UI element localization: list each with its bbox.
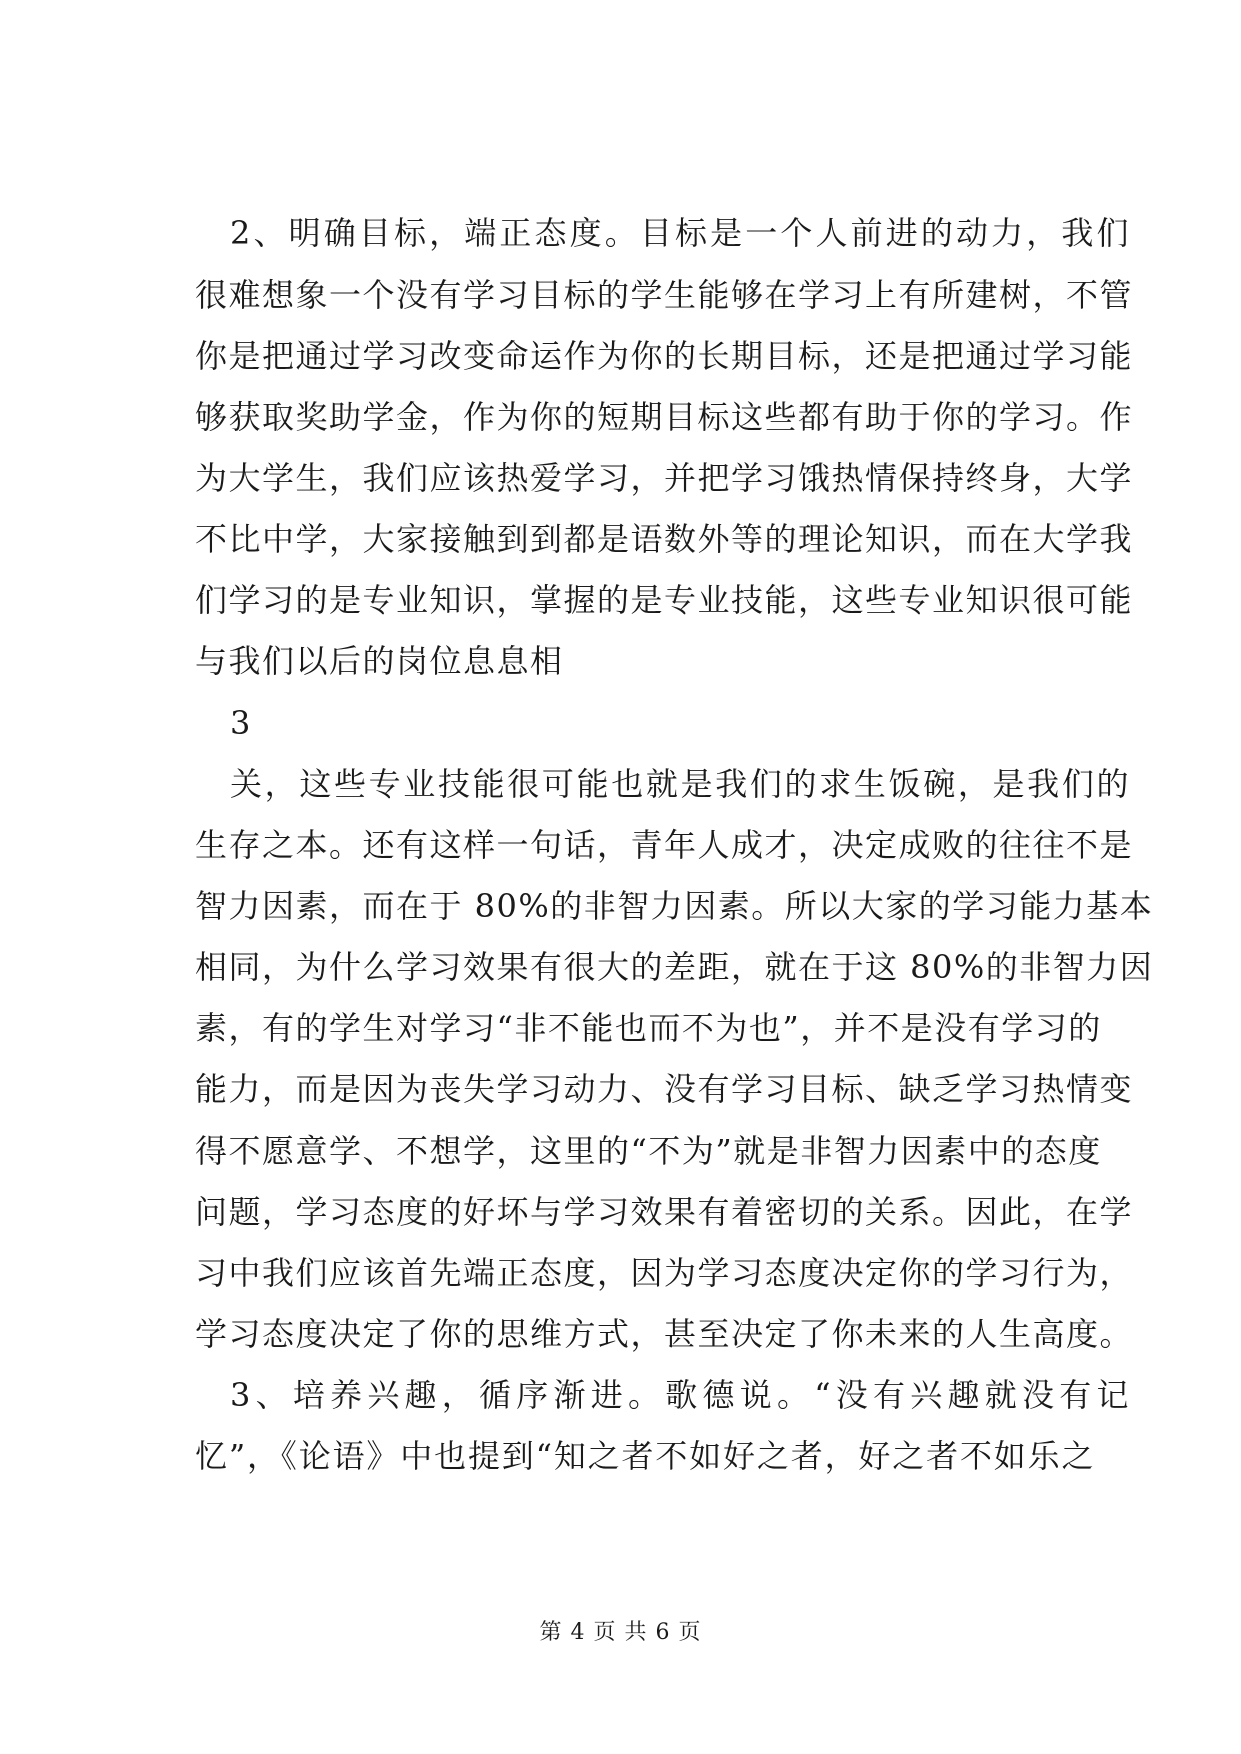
paragraph-line: 能力，而是因为丧失学习动力、没有学习目标、缺乏学习热情变: [195, 1070, 1134, 1108]
paragraph-line: 相同，为什么学习效果有很大的差距，就在于这 80%的非智力因: [195, 948, 1154, 986]
paragraph-line: 为大学生，我们应该热爱学习，并把学习饿热情保持终身，大学: [195, 459, 1134, 497]
section-number: 3: [230, 704, 252, 742]
paragraph-line: 生存之本。还有这样一句话，青年人成才，决定成败的往往不是: [195, 826, 1134, 864]
paragraph-line: 够获取奖助学金，作为你的短期目标这些都有助于你的学习。作: [195, 398, 1134, 436]
paragraph-line: 习中我们应该首先端正态度，因为学习态度决定你的学习行为，: [195, 1254, 1134, 1292]
paragraph-line: 忆”，《论语》中也提到“知之者不如好之者，好之者不如乐之: [195, 1437, 1095, 1475]
paragraph-line: 智力因素，而在于 80%的非智力因素。所以大家的学习能力基本: [195, 887, 1154, 925]
paragraph-line: 得不愿意学、不想学，这里的“不为”就是非智力因素中的态度: [195, 1132, 1102, 1170]
page-footer: 第 4 页 共 6 页: [539, 1620, 702, 1645]
paragraph-line: 不比中学，大家接触到到都是语数外等的理论知识，而在大学我: [195, 520, 1134, 558]
paragraph-line: 与我们以后的岗位息息相: [195, 642, 564, 680]
paragraph-line: 关，这些专业技能很可能也就是我们的求生饭碗，是我们的: [230, 765, 1130, 803]
paragraph-line: 们学习的是专业知识，掌握的是专业技能，这些专业知识很可能: [195, 581, 1134, 619]
paragraph-line: 很难想象一个没有学习目标的学生能够在学习上有所建树，不管: [195, 276, 1134, 314]
paragraph-line: 你是把通过学习改变命运作为你的长期目标，还是把通过学习能: [195, 337, 1134, 375]
paragraph-line: 问题，学习态度的好坏与学习效果有着密切的关系。因此，在学: [195, 1193, 1134, 1231]
paragraph-line: 3、培养兴趣，循序渐进。歌德说。“没有兴趣就没有记: [230, 1376, 1130, 1414]
paragraph-line: 学习态度决定了你的思维方式，甚至决定了你未来的人生高度。: [195, 1315, 1134, 1353]
paragraph-line: 2、明确目标，端正态度。目标是一个人前进的动力，我们: [230, 214, 1130, 252]
paragraph-line: 素，有的学生对学习“非不能也而不为也”，并不是没有学习的: [195, 1009, 1102, 1047]
